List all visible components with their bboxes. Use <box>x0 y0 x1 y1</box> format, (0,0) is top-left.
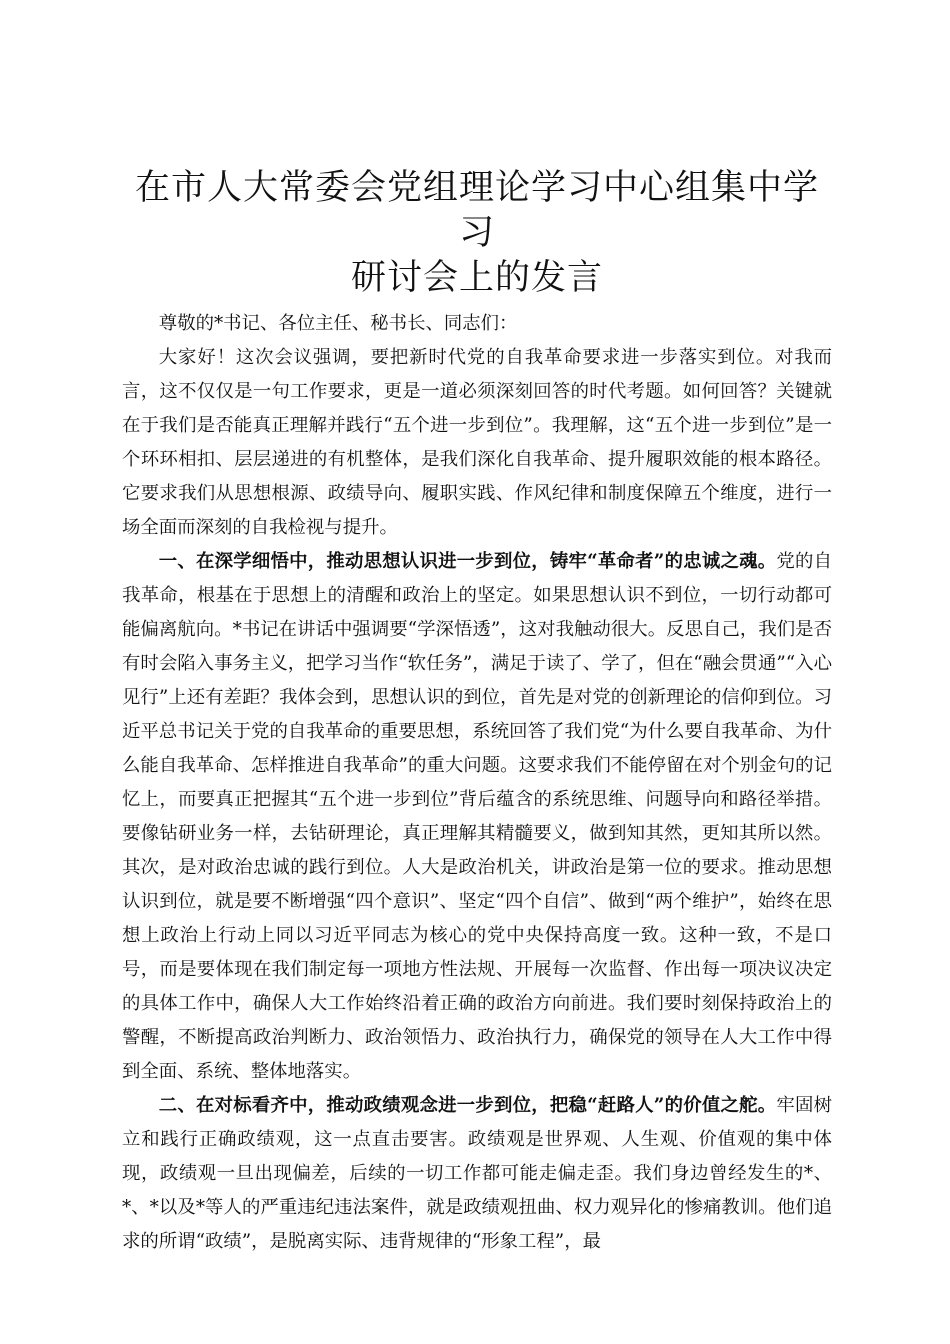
document-page <box>122 166 832 1259</box>
section-2-body: 牢固树立和践行正确政绩观，这一点直击要害。政绩观是世界观、人生观、价值观的集中体现，政绩观一旦出现偏差，后续的一切工作都可能走偏走歪。我们身边曾经发生的*、*、*以及*等人的严重违纪违法案件，就是政绩观扭曲、权力观异化的惨痛教训。他们追求的所谓“政绩”，是脱离实际、违背规律的“形象工程”，最 <box>122 1095 832 1252</box>
section-1-body: 党的自我革命，根基在于思想上的清醒和政治上的坚定。如果思想认识不到位，一切行动都可能偏离航向。*书记在讲话中强调要“学深悟透”，这对我触动很大。反思自己，我们是否有时会陷入事务主义，把学习当作“软任务”，满足于读了、学了，但在“融会贯通”“入心见行”上还有差距？我体会到，思想认识的到位，首先是对党的创新理论的信仰到位。习近平总书记关于党的自我革命的重要思想，系统回答了我们党“为什么要自我革命、为什么能自我革命、怎样推进自我革命”的重大问题。这要求我们不能停留在对个别金句的记忆上，而要真正把握其“五个进一步到位”背后蕴含的系统思维、问题导向和路径举措。要像钻研业务一样，去钻研理论，真正理解其精髓要义，做到知其然，更知其所以然。其次，是对政治忠诚的践行到位。人大是政治机关，讲政治是第一位的要求。推动思想认识到位，就是要不断增强“四个意识”、坚定“四个自信”、做到“两个维护”，始终在思想上政治上行动上同以习近平同志为核心的党中央保持高度一致。这种一致，不是口号，而是要体现在我们制定每一项地方性法规、开展每一次监督、作出每一项决议决定的具体工作中，确保人大工作始终沿着正确的政治方向前进。我们要时刻保持政治上的警醒，不断提高政治判断力、政治领悟力、政治执行力，确保党的领导在人大工作中得到全面、系统、整体地落实。 <box>122 551 832 1082</box>
intro-paragraph: 大家好！这次会议强调，要把新时代党的自我革命要求进一步落实到位。对我而言，这不仅仅是一句工作要求，更是一道必须深刻回答的时代考题。如何回答？关键就在于我们是否能真正理解并践行“五个进一步到位”。我理解，这“五个进一步到位”是一个环环相扣、层层递进的有机整体，是我们深化自我革命、提升履职效能的根本路径。它要求我们从思想根源、政绩导向、履职实践、作风纪律和制度保障五个维度，进行一场全面而深刻的自我检视与提升。 <box>122 347 832 538</box>
section-1-heading: 一、在深学细悟中，推动思想认识进一步到位，铸牢“革命者”的忠诚之魂。 <box>158 551 777 572</box>
section-2-heading: 二、在对标看齐中，推动政绩观念进一步到位，把稳“赶路人”的价值之舵。 <box>158 1095 777 1116</box>
document-title <box>122 166 832 301</box>
salutation: 尊敬的*书记、各位主任、秘书长、同志们： <box>158 313 518 334</box>
title-line-1: 在市人大常委会党组理论学习中心组集中学习 <box>134 168 819 253</box>
section-2-paragraph <box>122 1089 832 1259</box>
section-1-paragraph <box>122 545 832 1089</box>
title-line-2: 研讨会上的发言 <box>350 258 603 298</box>
